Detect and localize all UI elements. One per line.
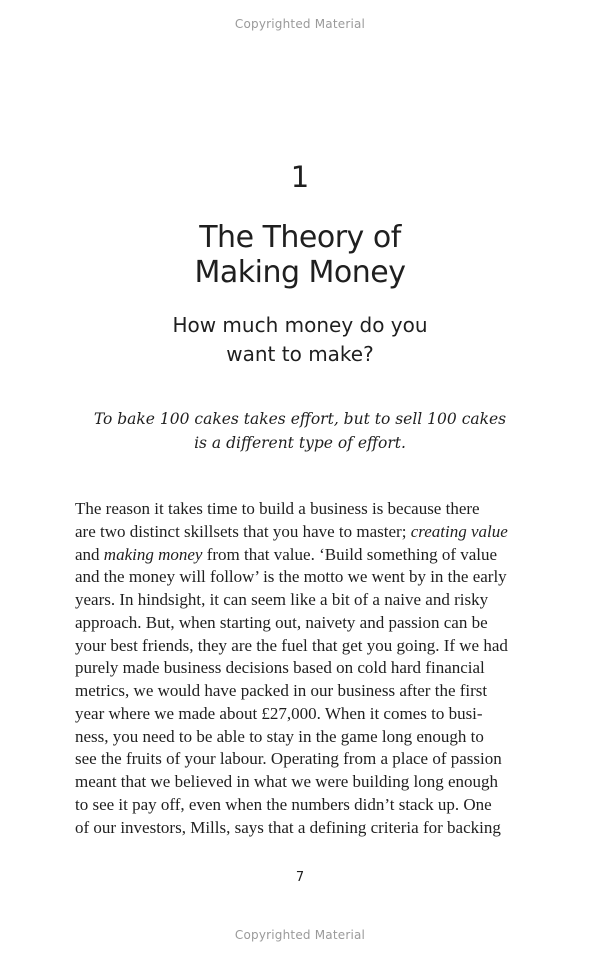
- paragraph-line: are two distinct skillsets that you have to master; creating value: [75, 521, 508, 541]
- paragraph-line: to see it pay off, even when the numbers didn’t stack up. One: [75, 794, 492, 814]
- copyright-watermark-bottom: Copyrighted Material: [234, 928, 366, 942]
- section-subtitle: [0, 311, 600, 369]
- paragraph-line: and making money from that value. ‘Build something of value: [75, 544, 498, 564]
- copyright-watermark-top: Copyrighted Material: [234, 17, 366, 31]
- body-paragraph: [75, 498, 523, 839]
- paragraph-line: and the money will follow’ is the motto we went by in the early: [75, 567, 507, 587]
- chapter-title-line: The Theory of: [199, 220, 401, 255]
- subtitle-line: How much money do you: [172, 313, 428, 337]
- epigraph-line: To bake 100 cakes takes effort, but to sell 100 cakes: [93, 410, 507, 428]
- emphasis-text: making money: [103, 544, 203, 564]
- paragraph-line: see the fruits of your labour. Operating from a place of passion: [75, 749, 502, 769]
- paragraph-line: of our investors, Mills, says that a defining criteria for backing: [75, 817, 501, 837]
- page-number: 7: [295, 870, 305, 885]
- chapter-title-line: Making Money: [194, 255, 406, 290]
- paragraph-line: your best friends, they are the fuel that get you going. If we had: [75, 635, 508, 655]
- emphasis-text: creating value: [410, 521, 508, 541]
- paragraph-line: ness, you need to be able to stay in the game long enough to: [75, 726, 484, 746]
- paragraph-line: The reason it takes time to build a business is because there: [75, 499, 480, 518]
- chapter-title: [0, 220, 600, 290]
- chapter-number: 1: [290, 160, 310, 194]
- paragraph-line: metrics, we would have packed in our business after the first: [75, 681, 488, 700]
- paragraph-line: year where we made about £27,000. When it comes to busi-: [75, 703, 483, 723]
- subtitle-line: want to make?: [226, 342, 374, 366]
- paragraph-line: purely made business decisions based on cold hard financial: [75, 658, 485, 678]
- epigraph-line: is a different type of effort.: [194, 434, 406, 452]
- epigraph: [0, 407, 600, 455]
- paragraph-line: meant that we believed in what we were building long enough: [75, 772, 498, 791]
- paragraph-line: years. In hindsight, it can seem like a bit of a naive and risky: [75, 590, 489, 609]
- paragraph-line: approach. But, when starting out, naivety and passion can be: [75, 612, 488, 632]
